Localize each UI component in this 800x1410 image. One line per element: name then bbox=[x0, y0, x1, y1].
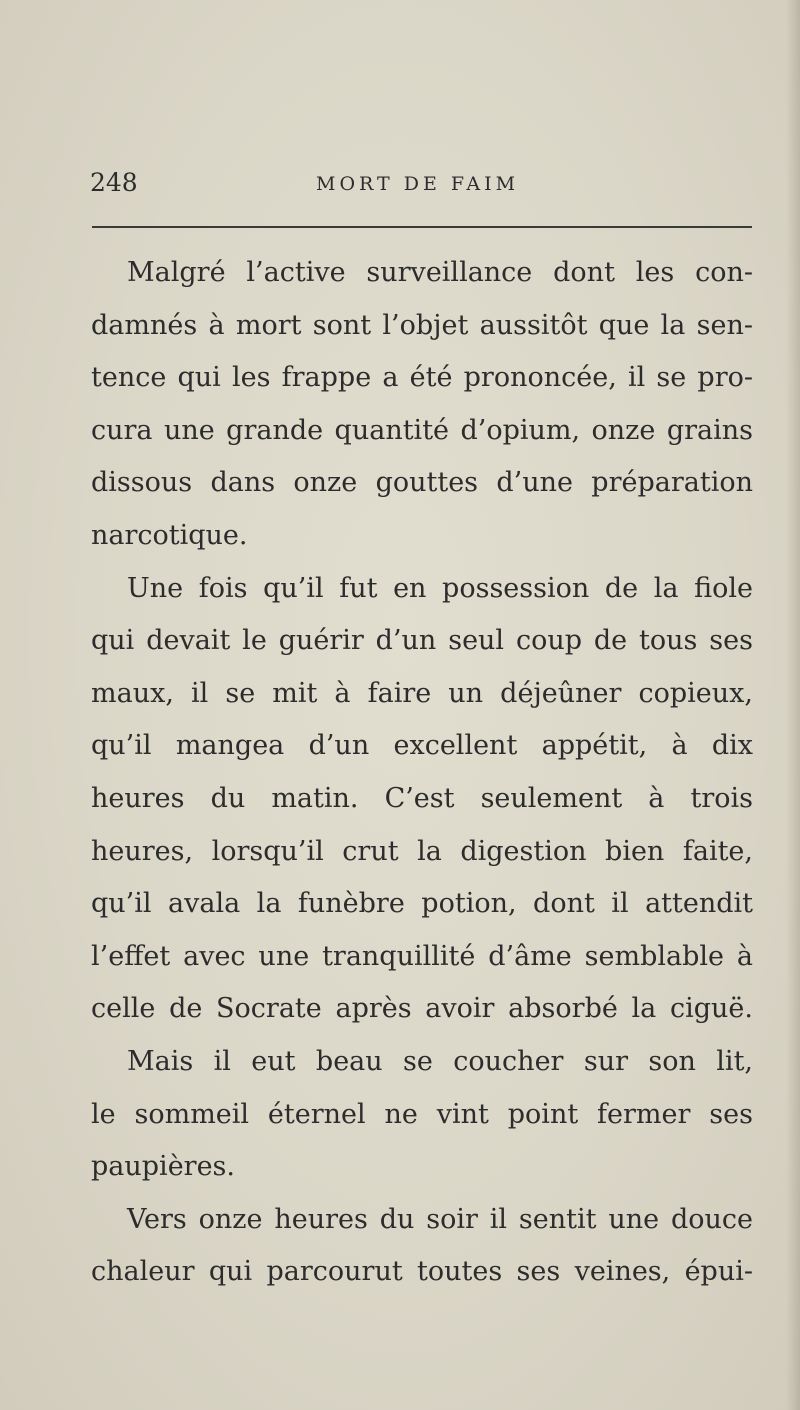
text-line: paupières. bbox=[91, 1151, 235, 1183]
text-line: le sommeil éternel ne vint point fermer ses bbox=[91, 1098, 753, 1130]
text-line: qui devait le guérir d’un seul coup de tous ses bbox=[91, 625, 753, 657]
text-line: Vers onze heures du soir il sentit une douce bbox=[127, 1203, 753, 1235]
page-header bbox=[90, 168, 750, 208]
text-line: celle de Socrate après avoir absorbé la ciguë. bbox=[91, 993, 753, 1025]
text-line: dissous dans onze gouttes d’une préparation bbox=[91, 467, 753, 499]
text-line: l’effet avec une tranquillité d’âme semblable à bbox=[91, 940, 753, 972]
page-number: 248 bbox=[90, 168, 138, 197]
text-line: qu’il mangea d’un excellent appétit, à dix bbox=[91, 730, 753, 762]
text-line: qu’il avala la funèbre potion, dont il attendit bbox=[91, 888, 753, 920]
text-line: damnés à mort sont l’objet aussitôt que la sen- bbox=[91, 309, 753, 341]
page-edge-shadow bbox=[786, 0, 800, 1410]
body-text bbox=[91, 247, 753, 1299]
header-rule bbox=[92, 226, 752, 228]
text-line: tence qui les frappe a été prononcée, il se pro- bbox=[91, 362, 753, 394]
text-line: Mais il eut beau se coucher sur son lit, bbox=[127, 1045, 753, 1077]
text-line: Une fois qu’il fut en possession de la fiole bbox=[127, 572, 753, 604]
text-line: chaleur qui parcourut toutes ses veines, épui- bbox=[91, 1256, 753, 1288]
text-line: heures, lorsqu’il crut la digestion bien faite, bbox=[91, 835, 753, 867]
running-title: MORT DE FAIM bbox=[316, 173, 520, 195]
text-line: heures du matin. C’est seulement à trois bbox=[91, 782, 753, 814]
text-line: cura une grande quantité d’opium, onze grains bbox=[91, 414, 753, 446]
text-line: Malgré l’active surveillance dont les con- bbox=[127, 257, 753, 288]
text-line: maux, il se mit à faire un déjeûner copieux, bbox=[91, 677, 753, 709]
text-line: narcotique. bbox=[91, 519, 248, 551]
